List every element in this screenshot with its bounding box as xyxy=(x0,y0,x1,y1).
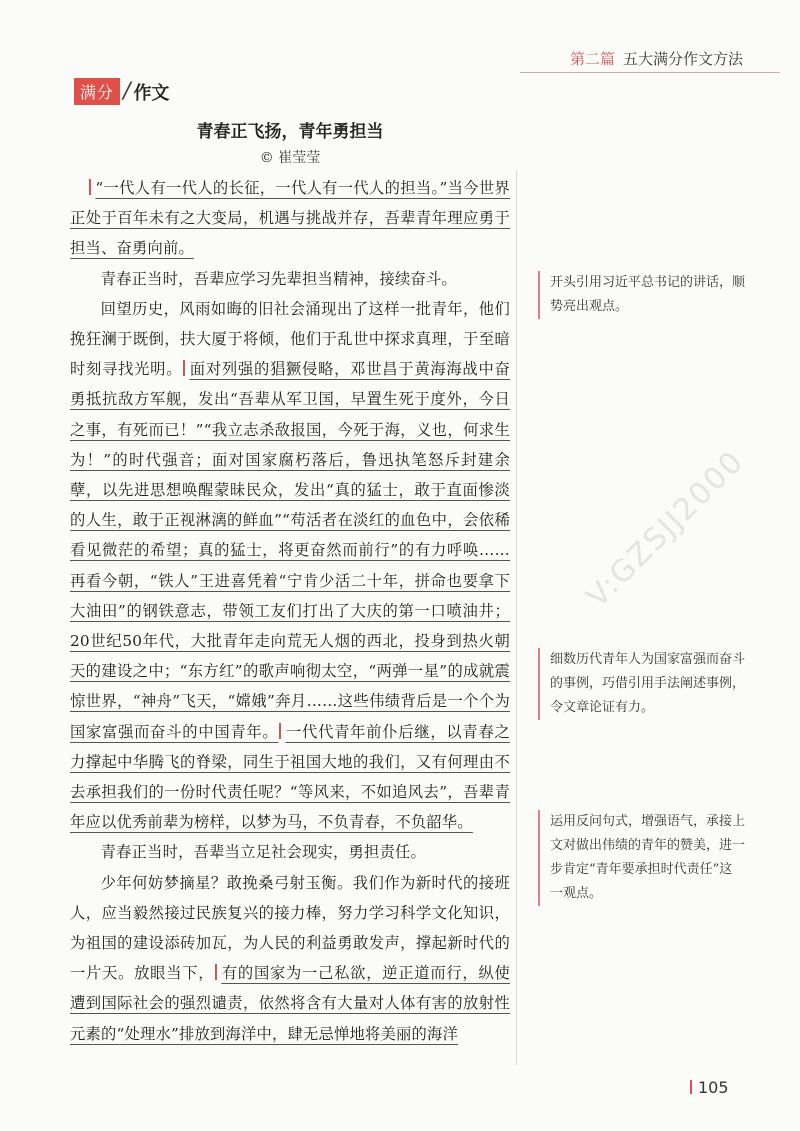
section-label: 第二篇 xyxy=(569,50,615,68)
watermark: V:GZSJJ2000 xyxy=(580,443,752,615)
annotation-marker xyxy=(183,360,185,376)
underlined-quote: “一代人有一代人的长征，一代人有一代人的担当。”当今世界正处于百年未有之大变局，机遇与挑战并存，吾辈青年理应勇于担当、奋勇向前。 xyxy=(70,179,510,258)
section-header xyxy=(570,48,743,69)
category-badge xyxy=(74,78,169,105)
paragraph-5-intro: 少年何妨梦摘星？敢挽桑弓射玉衡。我们作为新时代的接班人，应当毅然接过民族复兴的接力棒，努力学习科学文化知识，为祖国的建设添砖加瓦，为人民的利益勇敢发声，撑起新时代的一片天。放眼当下， xyxy=(70,873,510,983)
paragraph-3 xyxy=(70,294,510,838)
side-note-1: 开头引用习近平总书记的讲话，顺势亮出观点。 xyxy=(538,271,745,319)
essay-body xyxy=(70,173,510,1049)
paragraph-5 xyxy=(70,868,510,1049)
essay-author: © 崔莹莹 xyxy=(259,150,321,166)
badge-tag: 满分 xyxy=(74,78,120,105)
paragraph-4: 青春正当时，吾辈当立足社会现实，勇担责任。 xyxy=(100,843,427,862)
paragraph-1 xyxy=(70,173,510,264)
underlined-current: 有的国家为一己私欲，逆正道而行，纵使遭到国际社会的强烈谴责，依然将含有大量对人体有害的放射性元素的“处理水”排放到海洋中，肆无忌惮地将美丽的海洋 xyxy=(70,964,510,1043)
side-note-3: 运用反问句式，增强语气，承接上文对做出伟绩的青年的赞美，进一步肯定“青年要承担时代责任”这一观点。 xyxy=(538,810,745,906)
underlined-rhetorical: 一代代青年前仆后继，以青春之力撑起中华腾飞的脊梁，同生于祖国大地的我们，又有何理由不去承担我们的一份时代责任呢？“等风来，不如追风去”，吾辈青年应以优秀前辈为榜样，以梦为马，不负青春，不负韶华。 xyxy=(70,722,510,832)
paragraph-2: 青春正当时，吾辈应学习先辈担当精神，接续奋斗。 xyxy=(100,269,458,288)
annotation-marker xyxy=(279,723,281,739)
annotation-marker xyxy=(215,964,217,980)
badge-word: 作文 xyxy=(133,82,170,104)
page-number-bar xyxy=(690,1080,692,1094)
side-note-2: 细数历代青年人为国家富强而奋斗的事例，巧借引用手法阐述事例，令文章论证有力。 xyxy=(538,648,745,720)
paragraph-3-intro: 回望历史，风雨如晦的旧社会涌现出了这样一批青年，他们挽狂澜于既倒，扶大厦于将倾，他们于乱世中探求真理，于至暗时刻寻找光明。 xyxy=(70,299,510,379)
annotation-marker xyxy=(89,179,91,195)
underlined-examples: 面对列强的猖獗侵略，邓世昌于黄海海战中奋勇抵抗敌方军舰，发出“吾辈从军卫国，早置生死于度外，今日之事，有死而已！”“我立志杀敌报国，今死于海，义也，何求生为！”的时代强音；面对国家腐朽落后，鲁迅执笔怒斥封建余孽，以先进思想唤醒蒙昧民众，发出“真的猛士，敢于直面惨淡的人生，敢于正视淋漓的鲜血”“苟活者在淡红的血色中，会依稀看见微茫的希望；真的猛士，将更奋然而前行”的有力呼唤……再看今朝，“铁人”王进喜凭着“宁肯少活二十年，拼命也要拿下大油田”的钢铁意志，带领工友们打出了大庆的第一口喷油井；20世纪50年代，大批青年走向荒无人烟的西北，投身到热火朝天的建设之中；“东方红”的歌声响彻太空，“两弹一星”的成就震惊世界，“神舟”飞天，“嫦娥”奔月……这些伟绩背后是一个个为国家富强而奋斗的中国青年。 xyxy=(70,360,510,741)
margin-divider xyxy=(516,170,517,1065)
badge-slash: / xyxy=(123,79,131,104)
section-title: 五大满分作文方法 xyxy=(622,50,743,68)
essay-title: 青春正飞扬，青年勇担当 xyxy=(196,122,384,142)
header-divider xyxy=(520,72,780,73)
page-number-value: 105 xyxy=(698,1078,729,1097)
page-number xyxy=(690,1078,729,1097)
